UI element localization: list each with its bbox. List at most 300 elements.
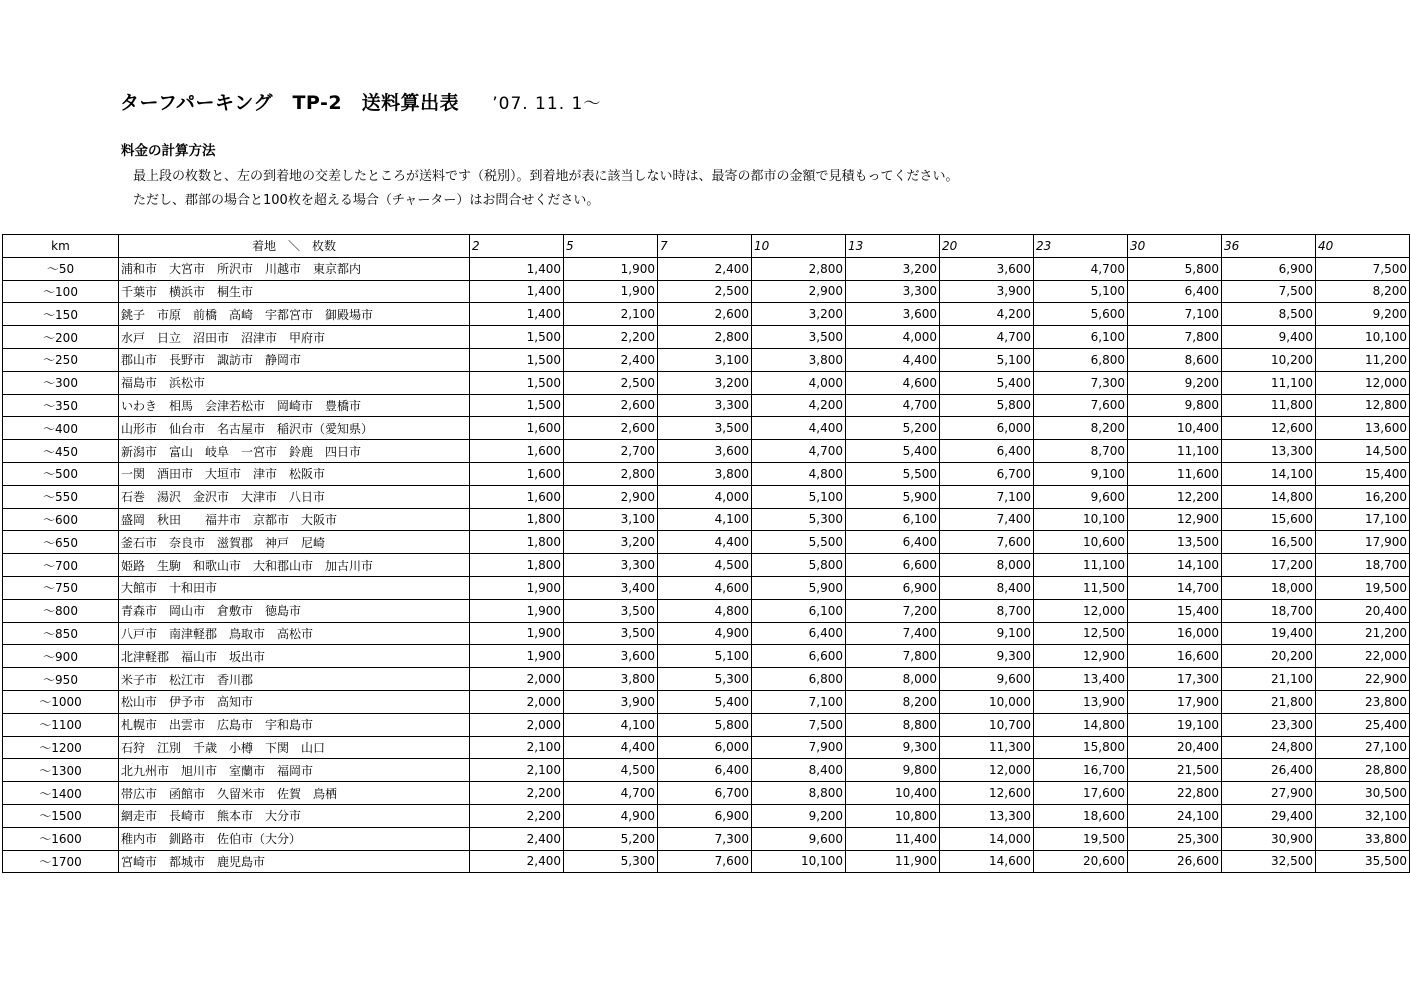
price-cell: 8,000 (940, 554, 1034, 577)
price-cell: 12,200 (1128, 485, 1222, 508)
price-cell: 22,800 (1128, 782, 1222, 805)
price-cell: 15,600 (1222, 508, 1316, 531)
quantity-header: 10 (752, 235, 846, 258)
price-cell: 4,700 (1034, 257, 1128, 280)
price-cell: 4,000 (846, 326, 940, 349)
price-cell: 7,400 (846, 622, 940, 645)
price-cell: 9,300 (846, 736, 940, 759)
distance-cell: ～600 (3, 508, 119, 531)
price-cell: 8,400 (940, 576, 1034, 599)
price-cell: 12,900 (1034, 645, 1128, 668)
price-cell: 9,300 (940, 645, 1034, 668)
price-cell: 9,200 (752, 804, 846, 827)
price-cell: 1,900 (564, 257, 658, 280)
price-cell: 15,400 (1316, 462, 1410, 485)
distance-cell: ～1200 (3, 736, 119, 759)
price-cell: 14,800 (1034, 713, 1128, 736)
distance-cell: ～350 (3, 394, 119, 417)
price-cell: 6,400 (1128, 280, 1222, 303)
price-cell: 26,600 (1128, 850, 1222, 873)
price-cell: 4,400 (846, 348, 940, 371)
table-row (3, 417, 1410, 440)
distance-cell: ～1300 (3, 759, 119, 782)
price-cell: 2,600 (564, 417, 658, 440)
price-cell: 1,600 (470, 440, 564, 463)
price-cell: 1,900 (470, 599, 564, 622)
price-cell: 5,800 (940, 394, 1034, 417)
table-row (3, 645, 1410, 668)
price-cell: 5,500 (846, 462, 940, 485)
price-cell: 9,200 (1316, 303, 1410, 326)
price-cell: 3,100 (658, 348, 752, 371)
destination-cell: 松山市 伊予市 高知市 (119, 690, 470, 713)
price-cell: 24,100 (1128, 804, 1222, 827)
price-cell: 4,100 (658, 508, 752, 531)
destination-cell: 釜石市 奈良市 滋賀郡 神戸 尼崎 (119, 531, 470, 554)
price-cell: 5,100 (1034, 280, 1128, 303)
price-cell: 20,400 (1128, 736, 1222, 759)
price-cell: 5,400 (940, 371, 1034, 394)
price-cell: 12,900 (1128, 508, 1222, 531)
description-line-1: 最上段の枚数と、左の到着地の交差したところが送料です（税別）。到着地が表に該当しない時は、最寄の都市の金額で見積もってください。 (133, 169, 959, 184)
price-cell: 12,600 (1222, 417, 1316, 440)
price-cell: 30,900 (1222, 827, 1316, 850)
price-cell: 10,100 (1316, 326, 1410, 349)
table-row (3, 668, 1410, 691)
price-cell: 4,800 (658, 599, 752, 622)
price-cell: 4,400 (752, 417, 846, 440)
price-cell: 14,100 (1128, 554, 1222, 577)
price-cell: 2,500 (658, 280, 752, 303)
price-cell: 6,700 (940, 462, 1034, 485)
price-cell: 5,100 (658, 645, 752, 668)
destination-cell: 姫路 生駒 和歌山市 大和郡山市 加古川市 (119, 554, 470, 577)
price-cell: 3,500 (564, 622, 658, 645)
price-cell: 5,400 (658, 690, 752, 713)
price-cell: 11,100 (1222, 371, 1316, 394)
price-cell: 3,800 (752, 348, 846, 371)
price-cell: 4,100 (564, 713, 658, 736)
price-cell: 7,300 (1034, 371, 1128, 394)
price-cell: 13,300 (940, 804, 1034, 827)
price-cell: 2,600 (658, 303, 752, 326)
price-cell: 8,000 (846, 668, 940, 691)
distance-cell: ～1400 (3, 782, 119, 805)
price-cell: 17,600 (1034, 782, 1128, 805)
price-cell: 6,600 (752, 645, 846, 668)
price-cell: 10,000 (940, 690, 1034, 713)
price-cell: 12,000 (940, 759, 1034, 782)
price-cell: 3,300 (564, 554, 658, 577)
table-body (3, 257, 1410, 873)
price-cell: 3,500 (658, 417, 752, 440)
price-cell: 8,800 (846, 713, 940, 736)
quantity-header: 20 (940, 235, 1034, 258)
price-cell: 7,200 (846, 599, 940, 622)
destination-cell: 水戸 日立 沼田市 沼津市 甲府市 (119, 326, 470, 349)
price-cell: 11,900 (846, 850, 940, 873)
price-cell: 12,500 (1034, 622, 1128, 645)
table-row (3, 394, 1410, 417)
price-cell: 5,900 (846, 485, 940, 508)
destination-cell: 石狩 江別 千歳 小樽 下関 山口 (119, 736, 470, 759)
price-cell: 1,600 (470, 462, 564, 485)
price-cell: 28,800 (1316, 759, 1410, 782)
price-cell: 1,800 (470, 554, 564, 577)
price-cell: 3,200 (658, 371, 752, 394)
price-cell: 2,700 (564, 440, 658, 463)
quantity-header: 5 (564, 235, 658, 258)
table-row (3, 827, 1410, 850)
price-cell: 10,400 (846, 782, 940, 805)
price-cell: 13,600 (1316, 417, 1410, 440)
price-cell: 6,000 (940, 417, 1034, 440)
price-cell: 5,600 (1034, 303, 1128, 326)
destination-cell: 八戸市 南津軽郡 鳥取市 高松市 (119, 622, 470, 645)
price-cell: 10,100 (1034, 508, 1128, 531)
price-cell: 7,500 (752, 713, 846, 736)
price-cell: 3,600 (940, 257, 1034, 280)
price-cell: 5,200 (846, 417, 940, 440)
price-cell: 29,400 (1222, 804, 1316, 827)
price-cell: 1,900 (470, 645, 564, 668)
price-cell: 9,600 (1034, 485, 1128, 508)
price-cell: 8,500 (1222, 303, 1316, 326)
price-cell: 8,700 (1034, 440, 1128, 463)
price-cell: 16,700 (1034, 759, 1128, 782)
price-cell: 4,400 (658, 531, 752, 554)
price-cell: 2,400 (470, 850, 564, 873)
distance-cell: ～500 (3, 462, 119, 485)
price-cell: 18,000 (1222, 576, 1316, 599)
price-cell: 3,200 (752, 303, 846, 326)
distance-cell: ～900 (3, 645, 119, 668)
price-cell: 12,600 (940, 782, 1034, 805)
price-cell: 13,400 (1034, 668, 1128, 691)
price-cell: 5,800 (1128, 257, 1222, 280)
price-cell: 4,500 (564, 759, 658, 782)
price-cell: 8,600 (1128, 348, 1222, 371)
price-cell: 8,200 (1034, 417, 1128, 440)
price-cell: 3,100 (564, 508, 658, 531)
distance-cell: ～800 (3, 599, 119, 622)
price-cell: 1,500 (470, 371, 564, 394)
price-cell: 4,500 (658, 554, 752, 577)
price-cell: 22,900 (1316, 668, 1410, 691)
table-row (3, 599, 1410, 622)
quantity-header: 2 (470, 235, 564, 258)
price-cell: 35,500 (1316, 850, 1410, 873)
km-column-header: km (3, 235, 119, 258)
price-cell: 21,800 (1222, 690, 1316, 713)
distance-cell: ～1600 (3, 827, 119, 850)
price-cell: 2,100 (470, 736, 564, 759)
price-cell: 1,800 (470, 508, 564, 531)
price-cell: 9,600 (752, 827, 846, 850)
destination-cell: 銚子 市原 前橋 高崎 宇都宮市 御殿場市 (119, 303, 470, 326)
destination-cell: 網走市 長崎市 熊本市 大分市 (119, 804, 470, 827)
price-cell: 4,600 (846, 371, 940, 394)
price-cell: 6,100 (846, 508, 940, 531)
price-cell: 6,600 (846, 554, 940, 577)
distance-cell: ～300 (3, 371, 119, 394)
quantity-header: 7 (658, 235, 752, 258)
distance-cell: ～550 (3, 485, 119, 508)
price-cell: 16,500 (1222, 531, 1316, 554)
destination-cell: 稚内市 釧路市 佐伯市（大分） (119, 827, 470, 850)
price-cell: 33,800 (1316, 827, 1410, 850)
destination-cell: 郡山市 長野市 諏訪市 静岡市 (119, 348, 470, 371)
price-cell: 16,600 (1128, 645, 1222, 668)
distance-cell: ～850 (3, 622, 119, 645)
price-cell: 10,800 (846, 804, 940, 827)
price-cell: 16,200 (1316, 485, 1410, 508)
price-cell: 14,700 (1128, 576, 1222, 599)
table-row (3, 759, 1410, 782)
table-row (3, 782, 1410, 805)
price-cell: 6,800 (1034, 348, 1128, 371)
destination-cell: 北津軽郡 福山市 坂出市 (119, 645, 470, 668)
price-cell: 4,700 (940, 326, 1034, 349)
price-cell: 9,200 (1128, 371, 1222, 394)
destination-cell: 新潟市 富山 岐阜 一宮市 鈴鹿 四日市 (119, 440, 470, 463)
price-cell: 7,600 (940, 531, 1034, 554)
price-cell: 2,200 (470, 804, 564, 827)
destination-cell: 山形市 仙台市 名古屋市 稲沢市（愛知県） (119, 417, 470, 440)
price-cell: 2,000 (470, 690, 564, 713)
price-cell: 2,000 (470, 668, 564, 691)
price-cell: 1,600 (470, 485, 564, 508)
price-cell: 4,700 (564, 782, 658, 805)
price-cell: 13,900 (1034, 690, 1128, 713)
price-cell: 4,700 (846, 394, 940, 417)
price-cell: 10,400 (1128, 417, 1222, 440)
price-cell: 8,400 (752, 759, 846, 782)
price-cell: 9,600 (940, 668, 1034, 691)
price-cell: 3,200 (564, 531, 658, 554)
price-cell: 25,300 (1128, 827, 1222, 850)
title-row (120, 88, 601, 115)
price-cell: 10,100 (752, 850, 846, 873)
price-cell: 4,900 (658, 622, 752, 645)
destination-cell: 米子市 松江市 香川郡 (119, 668, 470, 691)
destination-cell: 福島市 浜松市 (119, 371, 470, 394)
distance-cell: ～1700 (3, 850, 119, 873)
price-cell: 14,800 (1222, 485, 1316, 508)
price-cell: 17,300 (1128, 668, 1222, 691)
price-cell: 7,300 (658, 827, 752, 850)
price-cell: 7,900 (752, 736, 846, 759)
price-cell: 19,400 (1222, 622, 1316, 645)
price-cell: 6,800 (752, 668, 846, 691)
price-cell: 7,100 (752, 690, 846, 713)
price-cell: 15,400 (1128, 599, 1222, 622)
price-cell: 9,800 (1128, 394, 1222, 417)
destination-cell: 北九州市 旭川市 室蘭市 福岡市 (119, 759, 470, 782)
price-cell: 16,000 (1128, 622, 1222, 645)
table-row (3, 508, 1410, 531)
distance-cell: ～650 (3, 531, 119, 554)
destination-cell: 帯広市 函館市 久留米市 佐賀 鳥栖 (119, 782, 470, 805)
price-cell: 17,900 (1128, 690, 1222, 713)
quantity-header: 30 (1128, 235, 1222, 258)
price-cell: 17,200 (1222, 554, 1316, 577)
price-cell: 10,600 (1034, 531, 1128, 554)
price-cell: 11,800 (1222, 394, 1316, 417)
price-cell: 12,000 (1316, 371, 1410, 394)
price-cell: 9,100 (1034, 462, 1128, 485)
price-cell: 13,300 (1222, 440, 1316, 463)
price-cell: 8,800 (752, 782, 846, 805)
price-cell: 10,700 (940, 713, 1034, 736)
price-cell: 2,000 (470, 713, 564, 736)
distance-cell: ～250 (3, 348, 119, 371)
price-cell: 3,800 (658, 462, 752, 485)
price-cell: 3,800 (564, 668, 658, 691)
price-cell: 7,600 (658, 850, 752, 873)
price-cell: 3,900 (564, 690, 658, 713)
table-row (3, 348, 1410, 371)
price-cell: 1,400 (470, 280, 564, 303)
price-cell: 12,800 (1316, 394, 1410, 417)
price-cell: 2,400 (564, 348, 658, 371)
price-cell: 5,300 (564, 850, 658, 873)
price-cell: 1,900 (470, 576, 564, 599)
table-row (3, 440, 1410, 463)
price-cell: 5,200 (564, 827, 658, 850)
destination-cell: 一関 酒田市 大垣市 津市 松阪市 (119, 462, 470, 485)
destination-cell: 石巻 湯沢 金沢市 大津市 八日市 (119, 485, 470, 508)
price-cell: 12,000 (1034, 599, 1128, 622)
price-cell: 3,600 (564, 645, 658, 668)
price-cell: 17,900 (1316, 531, 1410, 554)
price-cell: 26,400 (1222, 759, 1316, 782)
destination-cell: 千葉市 横浜市 桐生市 (119, 280, 470, 303)
price-cell: 4,900 (564, 804, 658, 827)
price-cell: 3,500 (564, 599, 658, 622)
price-cell: 11,500 (1034, 576, 1128, 599)
price-cell: 14,000 (940, 827, 1034, 850)
price-cell: 32,500 (1222, 850, 1316, 873)
quantity-header: 40 (1316, 235, 1410, 258)
price-cell: 3,200 (846, 257, 940, 280)
price-cell: 11,100 (1128, 440, 1222, 463)
price-cell: 32,100 (1316, 804, 1410, 827)
price-cell: 18,600 (1034, 804, 1128, 827)
distance-cell: ～950 (3, 668, 119, 691)
price-cell: 5,300 (752, 508, 846, 531)
price-cell: 6,100 (752, 599, 846, 622)
price-cell: 2,200 (564, 326, 658, 349)
price-cell: 5,800 (752, 554, 846, 577)
price-cell: 8,200 (846, 690, 940, 713)
price-cell: 4,400 (564, 736, 658, 759)
price-cell: 3,500 (752, 326, 846, 349)
price-cell: 5,100 (752, 485, 846, 508)
price-cell: 21,200 (1316, 622, 1410, 645)
price-cell: 2,100 (564, 303, 658, 326)
destination-cell: 大館市 十和田市 (119, 576, 470, 599)
table-row (3, 257, 1410, 280)
calculation-heading: 料金の計算方法 (121, 143, 216, 159)
destination-cell: いわき 相馬 会津若松市 岡崎市 豊橋市 (119, 394, 470, 417)
price-cell: 27,100 (1316, 736, 1410, 759)
price-cell: 23,800 (1316, 690, 1410, 713)
price-cell: 2,100 (470, 759, 564, 782)
price-cell: 9,800 (846, 759, 940, 782)
price-cell: 6,000 (658, 736, 752, 759)
distance-cell: ～450 (3, 440, 119, 463)
price-cell: 7,800 (1128, 326, 1222, 349)
price-cell: 5,900 (752, 576, 846, 599)
table-row (3, 713, 1410, 736)
price-cell: 4,200 (752, 394, 846, 417)
price-cell: 2,400 (658, 257, 752, 280)
price-cell: 19,500 (1316, 576, 1410, 599)
price-cell: 20,200 (1222, 645, 1316, 668)
table-row (3, 554, 1410, 577)
price-cell: 11,200 (1316, 348, 1410, 371)
table-row (3, 531, 1410, 554)
price-cell: 14,500 (1316, 440, 1410, 463)
price-cell: 25,400 (1316, 713, 1410, 736)
quantity-header: 13 (846, 235, 940, 258)
price-cell: 3,600 (846, 303, 940, 326)
price-cell: 1,600 (470, 417, 564, 440)
price-cell: 2,500 (564, 371, 658, 394)
distance-cell: ～200 (3, 326, 119, 349)
table-row (3, 804, 1410, 827)
description-line-2: ただし、郡部の場合と100枚を超える場合（チャーター）はお問合せください。 (133, 193, 600, 208)
table-row (3, 326, 1410, 349)
price-cell: 11,300 (940, 736, 1034, 759)
price-cell: 4,600 (658, 576, 752, 599)
price-cell: 5,500 (752, 531, 846, 554)
price-cell: 1,900 (470, 622, 564, 645)
price-cell: 3,300 (658, 394, 752, 417)
table-row (3, 576, 1410, 599)
price-cell: 7,400 (940, 508, 1034, 531)
price-cell: 6,700 (658, 782, 752, 805)
price-cell: 2,800 (564, 462, 658, 485)
price-cell: 11,400 (846, 827, 940, 850)
price-cell: 3,900 (940, 280, 1034, 303)
effective-date: ’07. 11. 1～ (492, 94, 602, 114)
price-cell: 4,000 (658, 485, 752, 508)
table-row (3, 371, 1410, 394)
quantity-header: 23 (1034, 235, 1128, 258)
price-cell: 4,700 (752, 440, 846, 463)
table-row (3, 462, 1410, 485)
price-cell: 2,900 (564, 485, 658, 508)
price-cell: 15,800 (1034, 736, 1128, 759)
price-cell: 30,500 (1316, 782, 1410, 805)
price-cell: 6,400 (940, 440, 1034, 463)
price-cell: 1,500 (470, 348, 564, 371)
price-cell: 2,900 (752, 280, 846, 303)
distance-cell: ～1100 (3, 713, 119, 736)
price-cell: 18,700 (1316, 554, 1410, 577)
price-cell: 4,000 (752, 371, 846, 394)
table-row (3, 280, 1410, 303)
price-cell: 1,900 (564, 280, 658, 303)
price-cell: 6,100 (1034, 326, 1128, 349)
price-cell: 6,900 (1222, 257, 1316, 280)
price-cell: 7,500 (1316, 257, 1410, 280)
distance-cell: ～50 (3, 257, 119, 280)
destination-cell: 青森市 岡山市 倉敷市 徳島市 (119, 599, 470, 622)
price-cell: 1,400 (470, 303, 564, 326)
